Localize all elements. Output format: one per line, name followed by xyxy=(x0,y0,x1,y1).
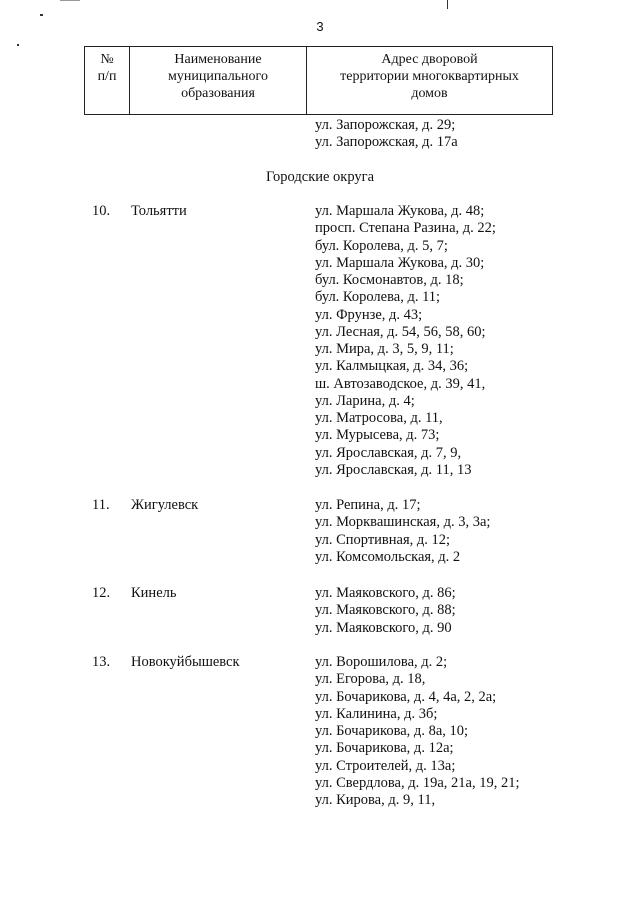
entry-number: 10. xyxy=(92,203,111,219)
address-line: ул. Калинина, д. 3б; xyxy=(315,705,438,722)
entry-number: 13. xyxy=(92,654,111,670)
address-line: ул. Маршала Жукова, д. 48; xyxy=(315,203,485,219)
address-line: ул. Маяковского, д. 88; xyxy=(315,602,456,619)
header-num-cell xyxy=(85,47,130,115)
continued-address-line: ул. Запорожская, д. 29; xyxy=(315,117,456,133)
page-number: 3 xyxy=(316,19,324,34)
header-name-line: Наименование xyxy=(174,52,262,67)
address-line: ул. Ярославская, д. 7, 9, xyxy=(315,444,462,461)
municipality-name: Кинель xyxy=(131,585,177,601)
address-line: ул. Бочарикова, д. 4, 4а, 2, 2а; xyxy=(315,688,497,705)
address-line: ул. Морквашинская, д. 3, 3а; xyxy=(315,514,491,531)
address-line: ул. Калмыцкая, д. 34, 36; xyxy=(315,358,469,375)
address-line: ул. Строителей, д. 13а; xyxy=(315,757,456,774)
address-line: ул. Маршала Жукова, д. 30; xyxy=(315,254,485,271)
address-line: ул. Матросова, д. 11, xyxy=(315,410,443,426)
address-line: ул. Ларина, д. 4; xyxy=(315,392,415,409)
scan-mark xyxy=(17,44,19,46)
header-name-cell xyxy=(130,47,307,115)
address-line: ул. Ворошилова, д. 2; xyxy=(315,654,448,670)
address-line: ул. Маяковского, д. 86; xyxy=(315,585,456,601)
header-address-line: Адрес дворовой xyxy=(381,52,478,67)
address-line: ул. Маяковского, д. 90 xyxy=(315,619,452,636)
header-name-line: образования xyxy=(181,86,255,101)
header-num-line: п/п xyxy=(97,69,117,84)
continued-address-line: ул. Запорожская, д. 17а xyxy=(315,134,458,151)
address-line: ул. Егорова, д. 18, xyxy=(315,671,426,688)
address-line: ул. Кирова, д. 9, 11, xyxy=(315,792,436,808)
header-table xyxy=(84,46,553,115)
address-line: просп. Степана Разина, д. 22; xyxy=(315,220,496,237)
address-line: ул. Лесная, д. 54, 56, 58, 60; xyxy=(315,323,486,340)
municipality-name: Жигулевск xyxy=(131,497,199,513)
section-title: Городские округа xyxy=(265,169,375,185)
address-line: ш. Автозаводское, д. 39, 41, xyxy=(315,375,486,392)
header-num-line: № xyxy=(100,52,114,67)
header-address-line: территории многоквартирных xyxy=(340,69,519,84)
address-line: ул. Репина, д. 17; xyxy=(315,497,421,513)
address-line: ул. Фрунзе, д. 43; xyxy=(315,306,423,323)
address-line: ул. Мира, д. 3, 5, 9, 11; xyxy=(315,341,454,357)
address-line: бул. Королева, д. 5, 7; xyxy=(315,237,448,254)
address-line: ул. Бочарикова, д. 12а; xyxy=(315,740,454,757)
header-address-cell xyxy=(307,47,553,115)
entry-number: 12. xyxy=(92,585,111,601)
address-line: ул. Бочарикова, д. 8а, 10; xyxy=(315,723,469,739)
address-line: ул. Комсомольская, д. 2 xyxy=(315,548,461,565)
municipality-name: Тольятти xyxy=(131,203,187,219)
address-line: бул. Королева, д. 11; xyxy=(315,289,441,306)
header-name-line: муниципального xyxy=(168,69,268,84)
address-line: ул. Спортивная, д. 12; xyxy=(315,531,451,548)
address-line: бул. Космонавтов, д. 18; xyxy=(315,272,464,288)
address-line: ул. Свердлова, д. 19а, 21а, 19, 21; xyxy=(315,774,520,791)
address-line: ул. Ярославская, д. 11, 13 xyxy=(315,461,472,478)
header-address-line: домов xyxy=(411,86,448,101)
municipality-name: Новокуйбышевск xyxy=(131,654,240,670)
address-line: ул. Мурысева, д. 73; xyxy=(315,427,440,444)
scan-mark xyxy=(60,0,80,1)
scan-mark xyxy=(40,14,43,16)
scan-mark xyxy=(447,0,448,9)
entry-number: 11. xyxy=(92,497,110,513)
